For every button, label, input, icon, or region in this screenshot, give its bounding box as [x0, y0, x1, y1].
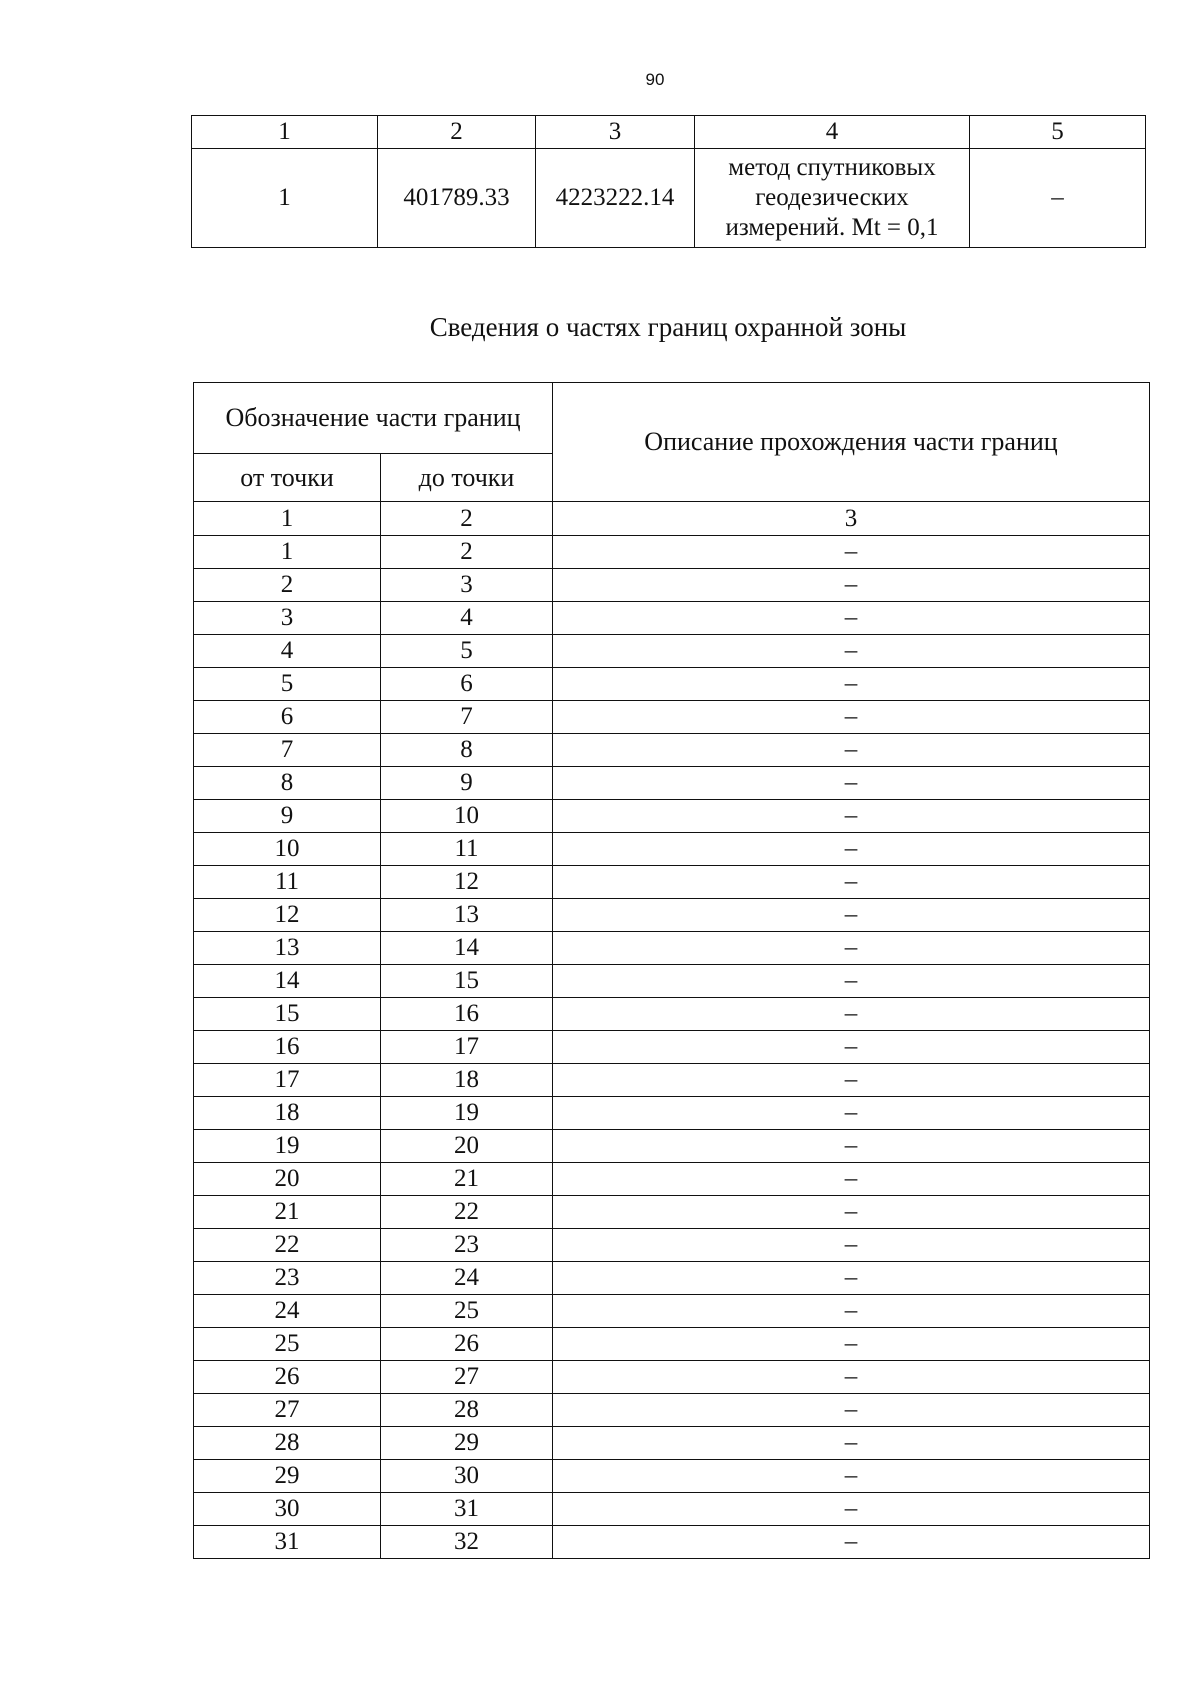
to-point: 10: [381, 800, 553, 833]
to-point: 19: [381, 1097, 553, 1130]
to-point: 29: [381, 1427, 553, 1460]
boundary-description: –: [553, 1262, 1150, 1295]
table-row: [194, 767, 1150, 800]
from-point: 21: [194, 1196, 381, 1229]
column-number: 1: [192, 116, 378, 149]
boundary-description: –: [553, 998, 1150, 1031]
table-row: [194, 1130, 1150, 1163]
from-point: 23: [194, 1262, 381, 1295]
to-point: 15: [381, 965, 553, 998]
table-row: [194, 1064, 1150, 1097]
from-point: 27: [194, 1394, 381, 1427]
from-point: 30: [194, 1493, 381, 1526]
boundary-description: –: [553, 1031, 1150, 1064]
to-point: 17: [381, 1031, 553, 1064]
table-row: [194, 800, 1150, 833]
boundary-description: –: [553, 866, 1150, 899]
boundary-description: –: [553, 1196, 1150, 1229]
method-line: измерений. Mt = 0,1: [725, 214, 939, 241]
from-point: 8: [194, 767, 381, 800]
boundary-description: –: [553, 932, 1150, 965]
table-row: [194, 1196, 1150, 1229]
coordinates-table-header: [192, 116, 1146, 149]
boundary-description: –: [553, 668, 1150, 701]
column-number: 4: [695, 116, 970, 149]
from-point: 18: [194, 1097, 381, 1130]
column-number: 2: [381, 502, 553, 536]
to-point: 4: [381, 602, 553, 635]
to-point: 26: [381, 1328, 553, 1361]
to-point: 8: [381, 734, 553, 767]
to-point: 3: [381, 569, 553, 602]
table-row: [194, 1229, 1150, 1262]
column-number: 1: [194, 502, 381, 536]
from-point: 3: [194, 602, 381, 635]
to-point: 32: [381, 1526, 553, 1559]
to-point: 31: [381, 1493, 553, 1526]
from-point: 22: [194, 1229, 381, 1262]
boundary-description: –: [553, 899, 1150, 932]
column-number: 3: [553, 502, 1150, 536]
header-boundary-description: Описание прохождения части границ: [553, 383, 1150, 502]
from-point: 14: [194, 965, 381, 998]
boundary-description: –: [553, 602, 1150, 635]
from-point: 29: [194, 1460, 381, 1493]
boundary-description: –: [553, 1229, 1150, 1262]
to-point: 5: [381, 635, 553, 668]
to-point: 18: [381, 1064, 553, 1097]
table-header-row: [194, 383, 1150, 454]
boundary-description: –: [553, 767, 1150, 800]
from-point: 24: [194, 1295, 381, 1328]
header-to-point: до точки: [381, 454, 553, 502]
boundary-description: –: [553, 1295, 1150, 1328]
table-row: [194, 1031, 1150, 1064]
from-point: 10: [194, 833, 381, 866]
method-line: геодезических: [755, 184, 909, 211]
to-point: 28: [381, 1394, 553, 1427]
point-description: –: [970, 149, 1146, 248]
column-number: 5: [970, 116, 1146, 149]
to-point: 25: [381, 1295, 553, 1328]
boundary-description: –: [553, 701, 1150, 734]
boundary-description: –: [553, 1526, 1150, 1559]
to-point: 21: [381, 1163, 553, 1196]
boundary-parts-table: [193, 382, 1150, 1559]
boundary-description: –: [553, 1163, 1150, 1196]
from-point: 4: [194, 635, 381, 668]
table-row: [194, 1328, 1150, 1361]
boundary-description: –: [553, 1460, 1150, 1493]
from-point: 11: [194, 866, 381, 899]
table-row: [194, 1097, 1150, 1130]
boundary-description: –: [553, 800, 1150, 833]
from-point: 9: [194, 800, 381, 833]
table-row: [194, 833, 1150, 866]
boundary-description: –: [553, 635, 1150, 668]
to-point: 13: [381, 899, 553, 932]
table-row: [194, 1262, 1150, 1295]
coordinate-x: 401789.33: [378, 149, 536, 248]
method-line: метод спутниковых: [728, 154, 936, 181]
from-point: 5: [194, 668, 381, 701]
table-row: [194, 1493, 1150, 1526]
coordinates-table: [191, 115, 1146, 248]
to-point: 6: [381, 668, 553, 701]
from-point: 12: [194, 899, 381, 932]
table-row: [194, 1295, 1150, 1328]
table-row: [194, 965, 1150, 998]
from-point: 2: [194, 569, 381, 602]
from-point: 6: [194, 701, 381, 734]
boundary-description: –: [553, 1064, 1150, 1097]
to-point: 7: [381, 701, 553, 734]
from-point: 19: [194, 1130, 381, 1163]
to-point: 30: [381, 1460, 553, 1493]
from-point: 13: [194, 932, 381, 965]
boundary-description: –: [553, 734, 1150, 767]
from-point: 20: [194, 1163, 381, 1196]
table-row: [194, 668, 1150, 701]
table-row: [194, 635, 1150, 668]
table-row: [194, 701, 1150, 734]
from-point: 16: [194, 1031, 381, 1064]
to-point: 2: [381, 536, 553, 569]
boundary-description: –: [553, 1361, 1150, 1394]
from-point: 26: [194, 1361, 381, 1394]
to-point: 24: [381, 1262, 553, 1295]
boundary-description: –: [553, 833, 1150, 866]
table-row: [194, 569, 1150, 602]
from-point: 31: [194, 1526, 381, 1559]
to-point: 20: [381, 1130, 553, 1163]
column-number: 2: [378, 116, 536, 149]
page-number: 90: [645, 70, 665, 89]
boundary-description: –: [553, 1394, 1150, 1427]
boundary-description: –: [553, 1427, 1150, 1460]
to-point: 23: [381, 1229, 553, 1262]
column-numbers-row: [194, 502, 1150, 536]
table-row: [194, 1394, 1150, 1427]
table-row: [194, 1526, 1150, 1559]
boundary-description: –: [553, 1097, 1150, 1130]
to-point: 27: [381, 1361, 553, 1394]
from-point: 7: [194, 734, 381, 767]
table-row: [194, 1163, 1150, 1196]
header-from-point: от точки: [194, 454, 381, 502]
table-row: [194, 734, 1150, 767]
boundary-description: –: [553, 569, 1150, 602]
to-point: 12: [381, 866, 553, 899]
table-row: [194, 1460, 1150, 1493]
table-row: [192, 149, 1146, 248]
coordinate-y: 4223222.14: [536, 149, 695, 248]
boundary-description: –: [553, 1493, 1150, 1526]
from-point: 15: [194, 998, 381, 1031]
table-row: [194, 536, 1150, 569]
boundary-description: –: [553, 1328, 1150, 1361]
from-point: 25: [194, 1328, 381, 1361]
boundary-description: –: [553, 965, 1150, 998]
to-point: 16: [381, 998, 553, 1031]
to-point: 11: [381, 833, 553, 866]
boundary-description: –: [553, 536, 1150, 569]
table-row: [194, 899, 1150, 932]
to-point: 22: [381, 1196, 553, 1229]
section-title: Сведения о частях границ охранной зоны: [429, 312, 907, 342]
header-boundary-designation: Обозначение части границ: [194, 383, 553, 454]
from-point: 1: [194, 536, 381, 569]
from-point: 17: [194, 1064, 381, 1097]
table-row: [194, 932, 1150, 965]
column-number: 3: [536, 116, 695, 149]
to-point: 9: [381, 767, 553, 800]
boundary-description: –: [553, 1130, 1150, 1163]
from-point: 28: [194, 1427, 381, 1460]
table-row: [194, 1361, 1150, 1394]
table-row: [194, 602, 1150, 635]
point-number: 1: [192, 149, 378, 248]
table-row: [194, 866, 1150, 899]
determination-method: [695, 149, 970, 248]
to-point: 14: [381, 932, 553, 965]
table-row: [194, 998, 1150, 1031]
table-row: [194, 1427, 1150, 1460]
